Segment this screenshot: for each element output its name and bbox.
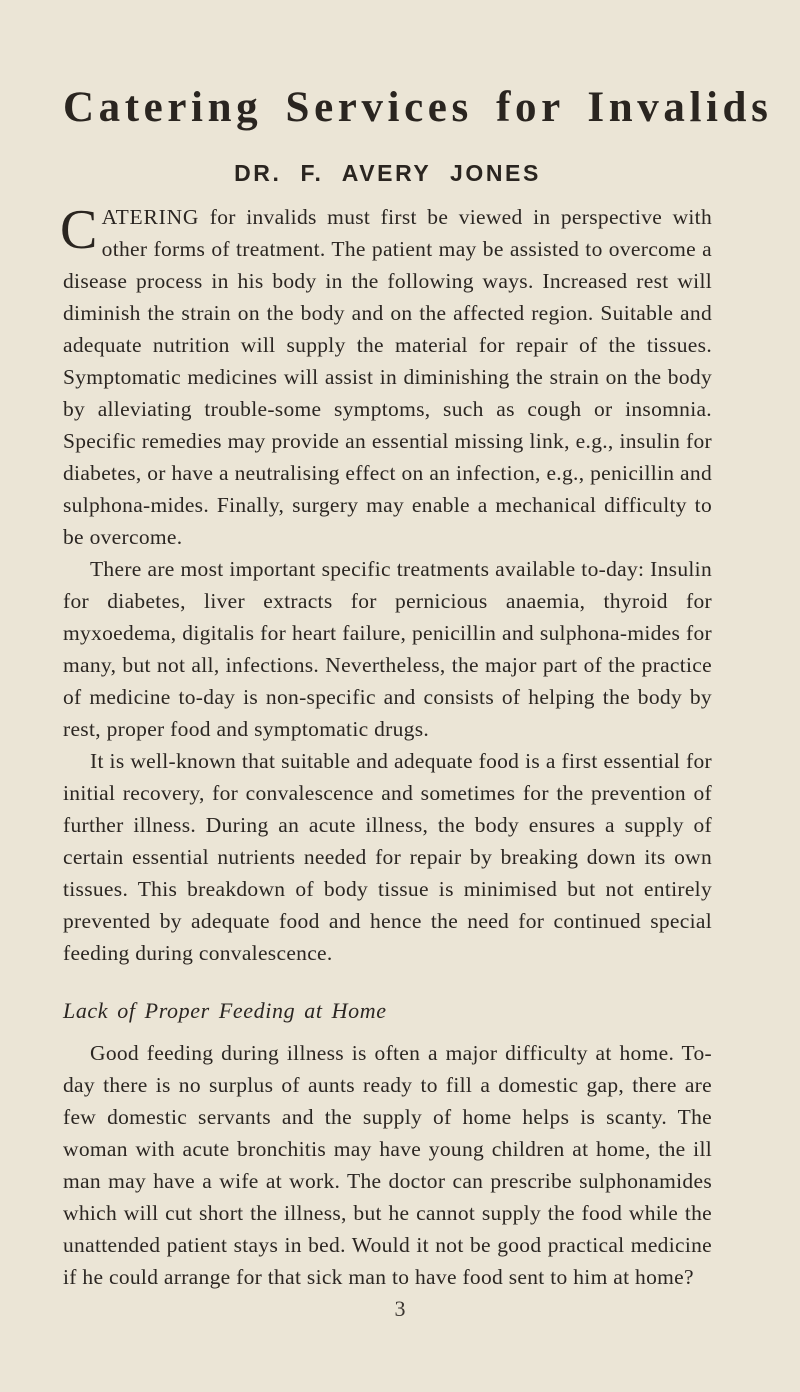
page-number: 3 bbox=[394, 1296, 406, 1321]
intro-text: for invalids must first be viewed in perspective with other forms of treatment. The patient may be assisted to overcome a disease process in his body in the following ways. Increased rest will diminish the strain on the body and on the affected region. Suitable and adequate nutrition will supply the material for repair of the tissues. Symptomatic medicines will assist in diminishing the strain on the body by alleviating trouble-some symptoms, such as cough or insomnia. Specific remedies may provide an essential missing link, e.g., insulin for diabetes, or have a neutralising effect on an infection, e.g., penicillin and sulphona-mides. Finally, surgery may enable a mechanical difficulty to be overcome. bbox=[63, 204, 712, 549]
article-body bbox=[60, 198, 712, 1293]
intro-paragraph bbox=[60, 198, 712, 553]
body-paragraph: It is well-known that suitable and adequate food is a first essential for initial recovery, for convalescence and sometimes for the prevention of further illness. During an acute illness, the body ensures a supply of certain essential nutrients needed for repair by breaking down its own tissues. This breakdown of body tissue is minimised but not entirely prevented by adequate food and hence the need for continued special feeding during convalescence. bbox=[63, 748, 712, 965]
document-page bbox=[0, 84, 800, 1392]
drop-cap: C bbox=[60, 198, 98, 261]
section-heading: Lack of Proper Feeding at Home bbox=[63, 997, 387, 1023]
intro-lead-caps: ATERING bbox=[101, 204, 200, 229]
body-paragraph: There are most important specific treatments available to-day: Insulin for diabetes, liver extracts for pernicious anaemia, thyroid for myxoedema, digitalis for heart failure, penicillin and sulphona-mides for many, but not all, infections. Nevertheless, the major part of the practice of medicine to-day is non-specific and consists of helping the body by rest, proper food and symptomatic drugs. bbox=[63, 556, 712, 741]
article-title: Catering Services for Invalids bbox=[63, 84, 773, 131]
author-byline: DR. F. AVERY JONES bbox=[234, 160, 541, 187]
section-paragraph: Good feeding during illness is often a major difficulty at home. To-day there is no surplus of aunts ready to fill a domestic gap, there are few domestic servants and the supply of home helps is scanty. The woman with acute bronchitis may have young children at home, the ill man may have a wife at work. The doctor can prescribe sulphonamides which will cut short the illness, but he cannot supply the food while the unattended patient stays in bed. Would it not be good practical medicine if he could arrange for that sick man to have food sent to him at home? bbox=[63, 1040, 712, 1289]
